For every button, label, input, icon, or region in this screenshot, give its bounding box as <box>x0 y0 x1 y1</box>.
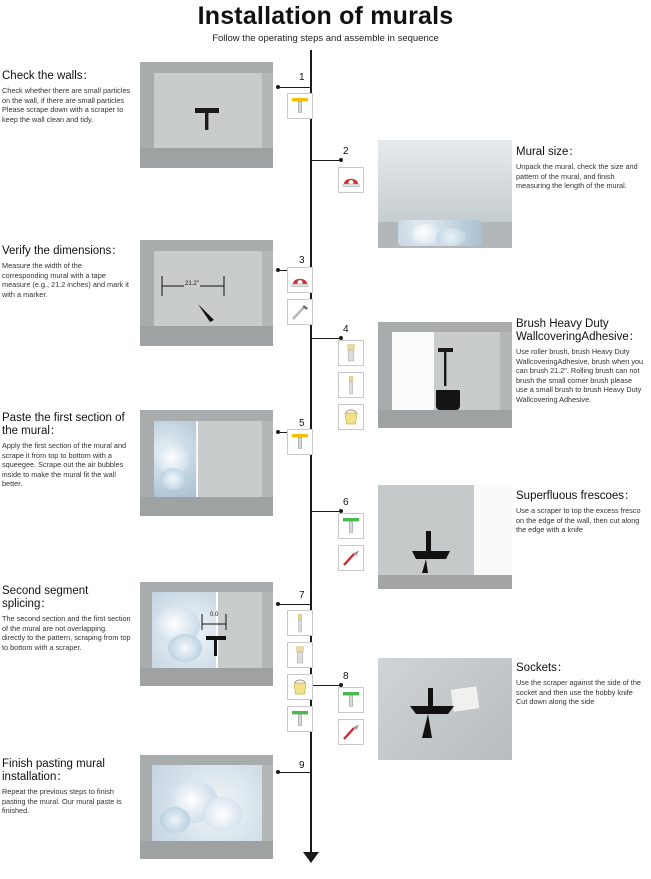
step-4-body: Use roller brush, brush Heavy Duty WallcoveringAdhesive, brush when you can brush 21.2". Rolling brush can not brush the small corner brush please use a small brush to brush Heavy Duty Wallcovering Adhesive. <box>516 347 644 404</box>
step-3-heading: Verify the dimensions： <box>2 245 123 257</box>
hobby-knife-icon <box>339 720 363 744</box>
step-6-photo <box>378 485 512 589</box>
step-6-heading: Superfluous frescoes： <box>516 490 636 502</box>
adhesive-bucket-icon <box>288 675 312 699</box>
icon-card-knife-8 <box>338 719 364 745</box>
step-7-heading: Second segment splicing： <box>2 585 89 610</box>
dot-9 <box>276 770 280 774</box>
icon-card-squeegee-6 <box>338 513 364 539</box>
step-8-heading: Sockets： <box>516 662 569 674</box>
step-1-body: Check whether there are small particles on the wall, if there are small particles Please scrape down with a scraper to keep the wall clean and tidy. <box>2 86 131 124</box>
step-3-measure-label: 21.2" <box>185 281 199 287</box>
dot-7 <box>276 602 280 606</box>
step-7-body: The second section and the first section of the mural are not overlapping. directly to the pattern, scraping from top to bottom with a scraper. <box>2 614 131 652</box>
step-7-measure-label: 0.0 <box>210 612 219 618</box>
step-8-body: Use the scraper against the side of the socket and then use the hobby knife Cut down along the side <box>516 678 641 707</box>
icon-card-tape-3 <box>287 267 313 293</box>
squeegee-icon <box>288 430 312 454</box>
squeegee-tool-illustration <box>192 106 222 134</box>
step-1-photo <box>140 62 273 168</box>
squeegee-icon <box>339 514 363 538</box>
step-8-text <box>516 662 642 707</box>
marker-pen-icon <box>288 300 312 324</box>
tape-measure-icon <box>339 168 363 192</box>
squeegee-icon <box>288 94 312 118</box>
tick-9 <box>278 772 310 773</box>
adhesive-bucket-illustration <box>436 390 460 410</box>
step-number-7: 7 <box>299 590 305 601</box>
step-number-4: 4 <box>343 324 349 335</box>
step-number-1: 1 <box>299 72 305 83</box>
adhesive-bucket-icon <box>339 405 363 429</box>
icon-card-squeegee-5 <box>287 429 313 455</box>
step-4-heading: Brush Heavy Duty WallcoveringAdhesive： <box>516 318 641 343</box>
step-9-heading: Finish pasting mural installation： <box>2 758 105 783</box>
small-brush-icon <box>288 611 312 635</box>
step-6-text <box>516 490 642 535</box>
step-number-3: 3 <box>299 255 305 266</box>
page-title: Installation of murals <box>197 2 454 30</box>
scraper-cut-illustration <box>406 529 466 575</box>
icon-card-knife-6 <box>338 545 364 571</box>
icon-card-brush-4 <box>338 340 364 366</box>
icon-card-squeegee-7 <box>287 706 313 732</box>
step-4-text <box>516 318 644 405</box>
step-6-body: Use a scraper to top the excess fresco on the edge of the wall, then cut along the edge with a knife <box>516 506 641 535</box>
dot-1 <box>276 85 280 89</box>
scraper-socket-illustration <box>406 686 482 742</box>
icon-card-tape-2 <box>338 167 364 193</box>
step-number-2: 2 <box>343 146 349 157</box>
icon-card-bucket-7 <box>287 674 313 700</box>
small-brush-icon <box>339 373 363 397</box>
timeline-arrow-icon <box>303 852 319 863</box>
step-number-8: 8 <box>343 671 349 682</box>
step-1-heading: Check the walls： <box>2 70 95 82</box>
step-number-6: 6 <box>343 497 349 508</box>
step-number-9: 9 <box>299 760 305 771</box>
tick-2 <box>310 160 342 161</box>
step-9-body: Repeat the previous steps to finish pasting the mural. Our mural paste is finished. <box>2 787 122 816</box>
squeegee-icon <box>288 707 312 731</box>
step-5-body: Apply the first section of the mural and scrape it from top to bottom with a squeegee. Scrape out the air bubbles inside to make the mural fit the wall better. <box>2 441 127 489</box>
step-8-photo <box>378 658 512 760</box>
step-5-photo <box>140 410 273 516</box>
step-9-text <box>2 758 130 816</box>
step-1-text <box>2 70 134 124</box>
step-7-text <box>2 585 132 652</box>
icon-card-small-brush-4 <box>338 372 364 398</box>
step-2-heading: Mural size： <box>516 146 580 158</box>
icon-card-squeegee-1 <box>287 93 313 119</box>
step-3-photo <box>140 240 273 346</box>
page-subtitle: Follow the operating steps and assemble in sequence <box>212 33 439 44</box>
icon-card-brush-7 <box>287 642 313 668</box>
step-9-photo <box>140 755 273 859</box>
measure-annotation <box>158 262 258 332</box>
step-5-text <box>2 412 130 489</box>
hobby-knife-icon <box>339 546 363 570</box>
step-5-heading: Paste the first section of the mural： <box>2 412 125 437</box>
step-2-body: Unpack the mural, check the size and pattern of the mural, and finish measuring the length of the mural. <box>516 162 638 191</box>
tick-1 <box>278 87 310 88</box>
step-3-body: Measure the width of the corresponding mural with a tape measure (e.g., 21.2 inches) and mark it with a marker. <box>2 261 129 299</box>
step-3-text <box>2 245 130 299</box>
dot-5 <box>276 430 280 434</box>
step-2-photo <box>378 140 512 248</box>
paint-brush-icon <box>288 643 312 667</box>
icon-card-squeegee-8 <box>338 687 364 713</box>
dot-2 <box>339 158 343 162</box>
step-7-photo <box>140 582 273 686</box>
step-4-photo <box>378 322 512 428</box>
step-number-5: 5 <box>299 418 305 429</box>
paint-brush-icon <box>339 341 363 365</box>
splice-gap-annotation <box>196 608 246 670</box>
tick-7 <box>278 604 310 605</box>
icon-card-small-brush-7 <box>287 610 313 636</box>
tape-measure-icon <box>288 268 312 292</box>
squeegee-icon <box>339 688 363 712</box>
icon-card-marker-3 <box>287 299 313 325</box>
step-2-text <box>516 146 641 191</box>
icon-card-bucket-4 <box>338 404 364 430</box>
dot-3 <box>276 268 280 272</box>
